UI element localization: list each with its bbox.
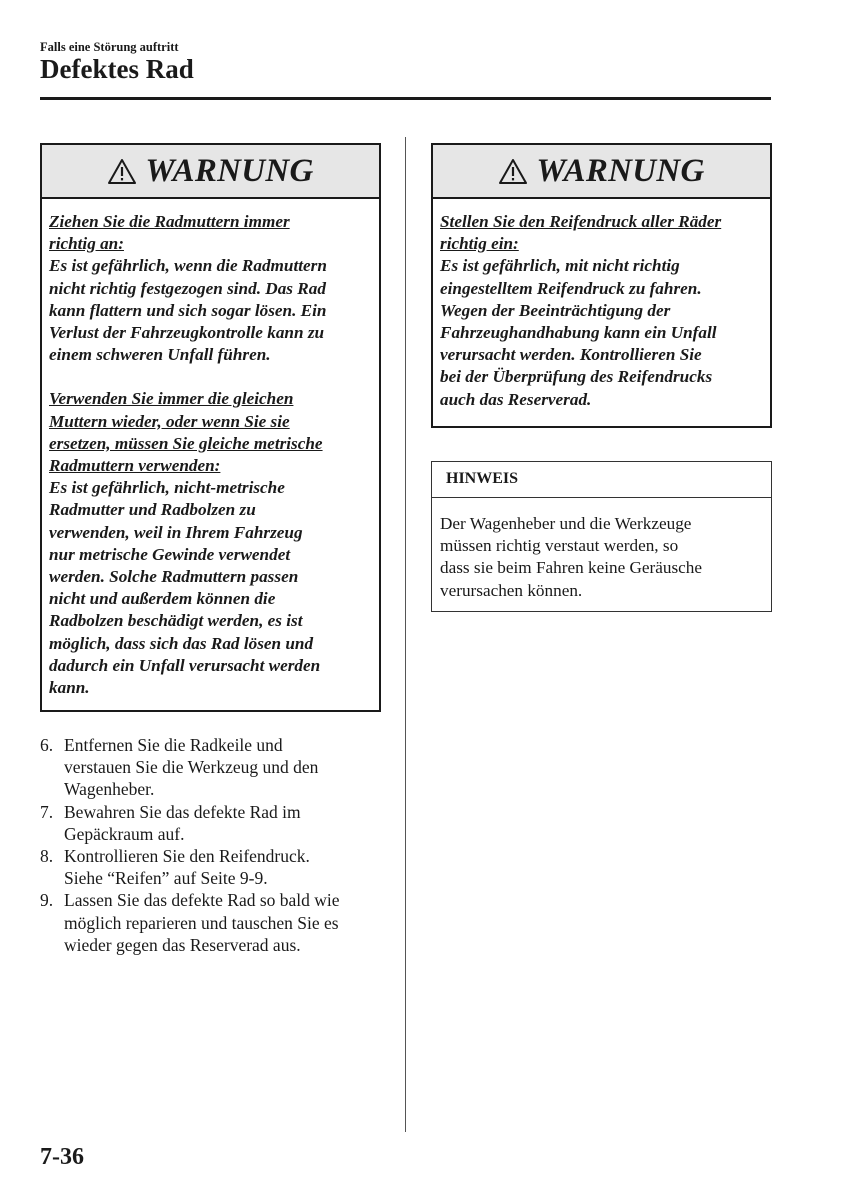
list-item (40, 734, 390, 801)
warning-title: WARNUNG (145, 152, 314, 189)
warning-text: Es ist gefährlich, mit nicht richtig eingestelltem Reifendruck zu fahren. Wegen der Beeinträchtigung der Fahrzeughandhabung kann ein Unfall verursacht werden. Kontrollieren Sie bei der Überprüfung des Reifendrucks auch das Reserverad. (440, 256, 717, 409)
warning-heading: Ziehen Sie die Radmuttern immer richtig an: (49, 212, 290, 254)
warning-text: Es ist gefährlich, wenn die Radmuttern nicht richtig festgezogen sind. Das Rad kann flattern und sich sogar lösen. Ein Verlust der Fahrzeugkontrolle kann zu einem schweren Unfall führen. (49, 256, 327, 365)
step-number: 9. (40, 890, 54, 911)
list-item (40, 889, 390, 956)
page-number: 7-36 (40, 1144, 84, 1170)
warning-box-left (40, 143, 381, 712)
warning-heading: Stellen Sie den Reifendruck aller Räder richtig ein: (440, 212, 722, 254)
warning-triangle-icon (107, 158, 137, 185)
note-text: Der Wagenheber und die Werkzeuge müssen richtig verstaut werden, so dass sie beim Fahren keine Geräusche verursachen können. (440, 514, 703, 600)
step-number: 7. (40, 801, 54, 822)
warning-header (433, 145, 770, 199)
warning-text: Es ist gefährlich, nicht-metrische Radmutter und Radbolzen zu verwenden, weil in Ihrem Fahrzeug nur metrische Gewinde verwendet werden. Solche Radmuttern passen nicht und außerdem können die Radbolzen beschädigt werden, es ist möglich, dass sich das Rad lösen und dadurch ein Unfall verursacht werden kann. (49, 478, 321, 698)
warning-triangle-icon (498, 158, 528, 185)
step-text: Entfernen Sie die Radkeile und verstauen Sie die Werkzeug und den Wagenheber. (64, 735, 319, 800)
list-item (40, 845, 390, 889)
header-rule (40, 97, 771, 100)
step-number: 8. (40, 846, 54, 867)
page-title: Defektes Rad (40, 54, 194, 84)
section-label: Falls eine Störung auftritt (40, 40, 179, 54)
step-number: 6. (40, 735, 54, 755)
column-divider (405, 137, 406, 1132)
list-item (40, 801, 390, 845)
step-text: Bewahren Sie das defekte Rad im Gepäckraum auf. (64, 801, 301, 844)
warning-title: WARNUNG (536, 152, 705, 189)
warning-box-right (431, 143, 772, 428)
steps-list (40, 734, 390, 956)
step-text: Kontrollieren Sie den Reifendruck. Siehe “Reifen” auf Seite 9-9. (64, 846, 310, 889)
warning-body (433, 199, 770, 411)
warning-header (42, 145, 379, 199)
step-text: Lassen Sie das defekte Rad so bald wie möglich reparieren und tauschen Sie es wieder gegen das Reserverad aus. (64, 890, 340, 955)
note-box (431, 461, 772, 612)
warning-body (42, 199, 379, 699)
note-title: HINWEIS (432, 462, 771, 498)
warning-heading: Verwenden Sie immer die gleichen Muttern wieder, oder wenn Sie sie ersetzen, müssen Sie gleiche metrische Radmuttern verwenden: (49, 389, 323, 476)
